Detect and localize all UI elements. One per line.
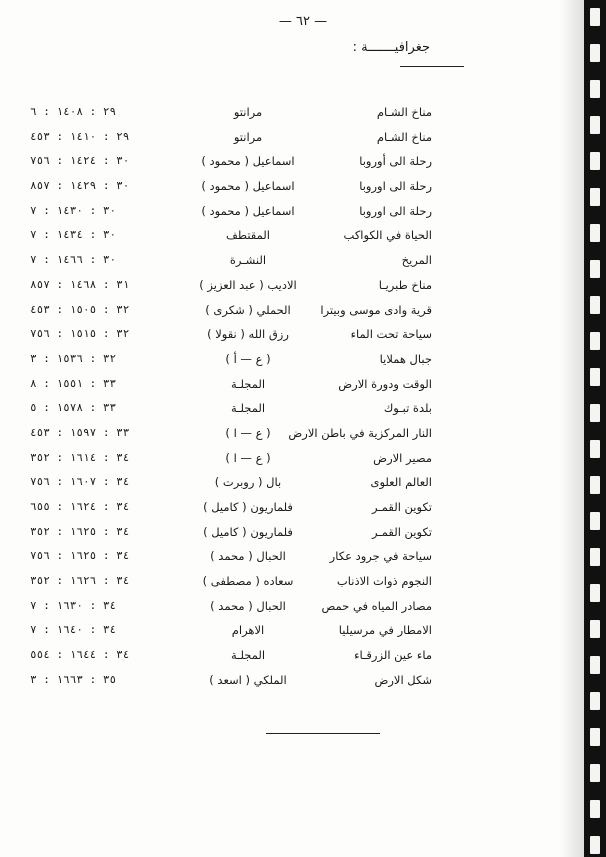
table-row <box>0 372 606 397</box>
entry-title: تكوين القمـر <box>372 500 432 514</box>
table-row <box>0 421 606 446</box>
entry-author: الملكي ( اسعد ) <box>209 672 287 687</box>
entry-reference: ٣١ : ١٤٦٨ : ٨٥٧ <box>30 277 130 291</box>
entry-reference: ٣٣ : ١٥٧٨ : ٥ <box>30 401 117 415</box>
table-row <box>0 446 606 471</box>
table-row <box>0 618 606 643</box>
table-row <box>0 149 606 174</box>
table-row <box>0 643 606 668</box>
entry-title: مناخ الشـام <box>376 129 432 144</box>
entry-reference: ٢٩ : ١٤١٠ : ٤٥٣ <box>30 129 130 143</box>
entry-reference: ٣٤ : ١٦٢٥ : ٣٥٢ <box>30 524 130 538</box>
entry-reference: ٣٠ : ١٤٢٩ : ٨٥٧ <box>30 179 130 193</box>
entry-title: النار المركزية في باطن الارض <box>288 425 432 440</box>
entry-reference: ٣٥ : ١٦٦٣ : ٣ <box>30 672 117 686</box>
entry-author: النشـرة <box>229 253 267 268</box>
table-row <box>0 594 606 619</box>
entry-reference: ٣٤ : ١٦٤٠ : ٧ <box>30 623 117 637</box>
entry-author: ( ع — ا ) <box>225 425 271 440</box>
entry-title: قرية وادى موسى وبيترا <box>320 302 432 317</box>
entry-author: ( ع — أ ) <box>225 351 271 366</box>
entry-author: المجلـة <box>230 648 266 663</box>
entry-title: بلدة تبـوك <box>383 401 432 416</box>
film-perforation <box>590 44 600 62</box>
table-row <box>0 347 606 372</box>
entry-title: مناخ طبريـا <box>378 277 432 292</box>
entry-reference: ٢٩ : ١٤٠٨ : ٦ <box>30 105 117 118</box>
table-row <box>0 544 606 569</box>
entry-reference: ٣٤ : ١٦٢٥ : ٧٥٦ <box>30 549 130 563</box>
entry-reference: ٣٠ : ١٤٦٦ : ٧ <box>30 253 117 267</box>
entry-title: مصادر المياه في حمص <box>321 598 432 613</box>
entry-reference: ٣٠ : ١٤٣٠ : ٧ <box>30 203 117 217</box>
section-title: جغرافيـــــــة : <box>352 40 430 55</box>
entry-author: رزق الله ( نقولا ) <box>207 327 289 342</box>
entry-title: سياحة في جرود عكار <box>329 549 432 564</box>
film-perforation <box>590 764 600 782</box>
table-row <box>0 668 606 693</box>
table-row <box>0 322 606 347</box>
table-row <box>0 495 606 520</box>
entry-author: اسماعيل ( محمود ) <box>201 179 295 194</box>
entry-title: رحلة الى أوروبا <box>359 154 432 169</box>
entry-reference: ٣٣ : ١٥٩٧ : ٤٥٣ <box>30 425 130 439</box>
table-row <box>0 174 606 199</box>
entry-author: فلماريون ( كاميل ) <box>203 500 293 514</box>
table-row <box>0 273 606 298</box>
entry-reference: ٣٠ : ١٤٣٤ : ٧ <box>30 228 117 242</box>
entry-author: اسماعيل ( محمود ) <box>201 154 295 169</box>
film-perforation <box>590 800 600 818</box>
table-row <box>0 125 606 150</box>
entry-reference: ٣٤ : ١٦٣٠ : ٧ <box>30 598 117 612</box>
table-row <box>0 199 606 224</box>
entry-title: مناخ الشـام <box>376 105 432 119</box>
film-perforation <box>590 728 600 746</box>
entry-reference: ٣٤ : ١٦١٤ : ٣٥٢ <box>30 450 130 464</box>
entry-reference: ٣٣ : ١٥٥١ : ٨ <box>30 376 117 390</box>
title-underline <box>400 66 464 67</box>
entry-reference: ٣٢ : ١٥٣٦ : ٣ <box>30 351 117 365</box>
entry-author: مرانتو <box>233 129 263 144</box>
table-row <box>0 298 606 323</box>
entry-reference: ٣٢ : ١٥١٥ : ٧٥٦ <box>30 327 130 341</box>
film-perforation <box>590 836 600 854</box>
entry-author: اسماعيل ( محمود ) <box>201 203 295 218</box>
entry-author: الحملي ( شكرى ) <box>205 302 291 317</box>
entry-title: سياحة تحت الماء <box>350 327 432 342</box>
entry-author: سعاده ( مصطفى ) <box>202 574 294 589</box>
entry-title: المريخ <box>401 253 432 268</box>
entry-title: رحلة الى اوروبا <box>359 203 432 218</box>
table-row <box>0 100 606 125</box>
entry-author: المجلـة <box>230 376 266 391</box>
entry-author: المقتطف <box>226 228 270 243</box>
table-row <box>0 396 606 421</box>
entry-author: مرانتو <box>233 105 263 119</box>
entry-author: بال ( روبرت ) <box>214 475 282 490</box>
entry-reference: ٣٢ : ١٥٠٥ : ٤٥٣ <box>30 302 130 316</box>
entry-author: الاديب ( عبد العزيز ) <box>199 277 297 292</box>
entry-author: فلماريون ( كاميل ) <box>203 524 293 539</box>
entry-title: مصير الارض <box>373 450 432 465</box>
entry-title: النجوم ذوات الاذناب <box>336 574 432 589</box>
table-row <box>0 223 606 248</box>
entry-author: المجلـة <box>230 401 266 416</box>
film-perforation <box>590 80 600 98</box>
entry-title: جبال هملايا <box>379 351 432 366</box>
entry-title: الوقت ودورة الارض <box>338 376 432 391</box>
entry-author: الحبال ( محمد ) <box>210 549 286 564</box>
entry-reference: ٣٤ : ١٦٢٤ : ٦٥٥ <box>30 500 130 513</box>
table-row <box>0 470 606 495</box>
entry-author: الاهرام <box>231 623 265 638</box>
table-row <box>0 248 606 273</box>
film-perforation <box>590 692 600 710</box>
entry-title: الحياة في الكواكب <box>343 228 432 243</box>
entry-title: شكل الارض <box>374 672 432 687</box>
entry-title: ماء عين الزرقـاء <box>354 648 432 663</box>
table-row <box>0 520 606 545</box>
entry-author: ( ع — ا ) <box>225 450 271 465</box>
entry-author: الحبال ( محمد ) <box>210 598 286 613</box>
index-table <box>0 100 606 693</box>
entry-reference: ٣٤ : ١٦٤٤ : ٥٥٤ <box>30 648 130 662</box>
entry-reference: ٣٤ : ١٦٢٦ : ٣٥٢ <box>30 574 130 588</box>
entry-title: العالم العلوى <box>370 475 432 490</box>
table-row <box>0 569 606 594</box>
entry-reference: ٣٤ : ١٦٠٧ : ٧٥٦ <box>30 475 130 489</box>
bottom-rule <box>266 733 380 734</box>
page-number: — ٦٢ — <box>278 14 328 29</box>
entry-title: الامطار في مرسيليا <box>338 623 432 638</box>
entry-title: تكوين القمـر <box>372 524 432 539</box>
entry-reference: ٣٠ : ١٤٢٤ : ٧٥٦ <box>30 154 130 168</box>
entry-title: رحلة الى اوروبا <box>359 179 432 194</box>
